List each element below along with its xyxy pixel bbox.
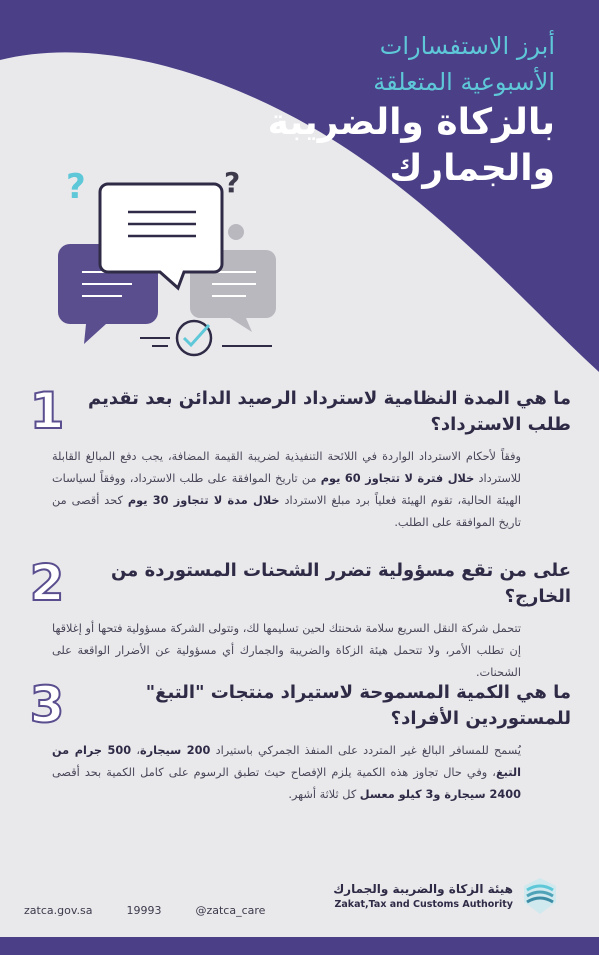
question-number: 2 bbox=[29, 554, 65, 612]
website-link[interactable]: zatca.gov.sa bbox=[24, 904, 93, 917]
org-name-en: Zakat,Tax and Customs Authority bbox=[334, 899, 513, 910]
footer-contacts bbox=[24, 904, 265, 917]
org-name-ar: هيئة الزكاة والضريبة والجمارك bbox=[333, 882, 513, 896]
question-text: ما هي المدة النظامية لاسترداد الرصيد الدائن بعد تقديم طلب الاسترداد؟ bbox=[87, 388, 571, 435]
footer-strip bbox=[0, 937, 599, 955]
question-text: على من تقع مسؤولية تضرر الشحنات المستوردة من الخارج؟ bbox=[110, 560, 571, 607]
social-handle[interactable]: @zatca_care bbox=[195, 904, 266, 917]
phone-number[interactable]: 19993 bbox=[126, 904, 162, 917]
title-line-3: بالزكاة والضريبة bbox=[267, 102, 555, 143]
check-circle-icon bbox=[177, 321, 211, 355]
answer-text: يُسمح للمسافر البالغ غير المتردد على المنفذ الجمركي باستيراد 200 سيجارة، 500 جرام من التبغ، وفي حال تجاوز هذه الكمية يلزم الإفصاح حيث تطبق الرسوم على كامل الكمية بحد أقصى 2400 سيجارة و3 كيلو معسل كل ثلاثة أشهر. bbox=[52, 744, 521, 801]
question-mark-icon: ? bbox=[66, 167, 86, 207]
question-text: ما هي الكمية المسموحة لاستيراد منتجات "التبغ" للمستوردين الأفراد؟ bbox=[145, 682, 571, 729]
question-number: 3 bbox=[29, 676, 65, 734]
qa-item-2 bbox=[24, 554, 577, 684]
chat-bubbles-illustration bbox=[52, 160, 292, 370]
title-line-4: والجمارك bbox=[389, 148, 555, 189]
answer-text: تتحمل شركة النقل السريع سلامة شحنتك لحين تسليمها لك، وتتولى الشركة مسؤولية فتحها أو إغلاقها إن تطلب الأمر، ولا تتحمل هيئة الزكاة والضريبة والجمارك أي مسؤولية عن الأضرار الواقعة على الشحنات. bbox=[52, 622, 521, 679]
qa-item-3 bbox=[24, 676, 577, 806]
title-line-2: الأسبوعية المتعلقة bbox=[373, 68, 555, 96]
question-mark-icon: ? bbox=[224, 166, 241, 199]
question-number: 1 bbox=[29, 382, 65, 440]
answer-text: وفقاً لأحكام الاسترداد الواردة في اللائحة التنفيذية لضريبة القيمة المضافة، يجب دفع المبالغ القابلة للاسترداد خلال فترة لا تتجاوز 60 يوم من تاريخ الموافقة على طلب الاسترداد، ووفقاً لسياسات الهيئة الحالية، تقوم الهيئة فعلياً برد مبلغ الاسترداد خلال مدة لا تتجاوز 30 يوم كحد أقصى من تاريخ الموافقة على الطلب. bbox=[52, 450, 521, 529]
qa-item-1 bbox=[24, 382, 577, 534]
zatca-emblem-icon bbox=[521, 876, 559, 916]
zatca-logo bbox=[333, 876, 559, 916]
title-line-1: أبرز الاستفسارات bbox=[379, 32, 555, 60]
